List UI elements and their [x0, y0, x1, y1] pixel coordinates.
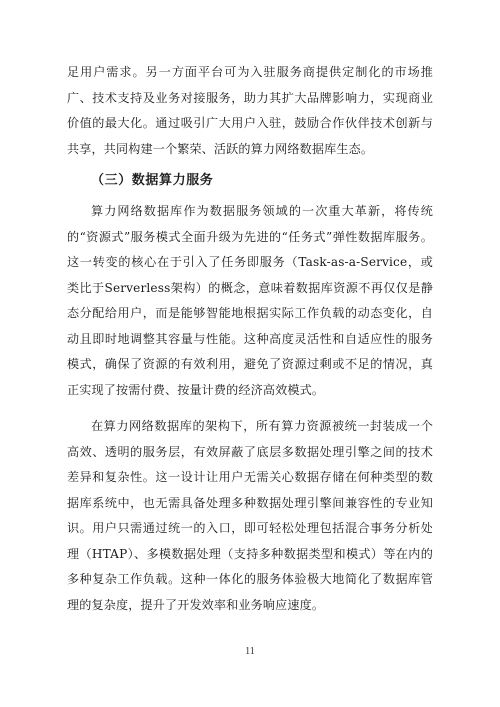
page-body [67, 60, 433, 618]
page-number: 11 [245, 646, 255, 657]
section-heading: （三）数据算力服务 [91, 173, 214, 188]
paragraph-gap [67, 403, 433, 414]
paragraph-continuation: 足用户需求。另一方面平台可为入驻服务商提供定制化的市场推广、技术支持及业务对接服务，助力其扩大品牌影响力，实现商业价值的最大化。通过吸引广大用户入驻，鼓励合作伙伴技术创新与共享，共同构建一个繁荣、活跃的算力网络数据库生态。 [67, 65, 433, 156]
paragraph-task-service: 算力网络数据库作为数据服务领域的一次重大革新，将传统的“资源式”服务模式全面升级为先进的“任务式”弹性数据库服务。这一转变的核心在于引入了任务即服务（Task-as-a-Service，或类比于Serverless架构）的概念，意味着数据库资源不再仅仅是静态分配给用户，而是能够智能地根据实际工作负载的动态变化，自动且即时地调整其容量与性能。这种高度灵活性和自适应性的服务模式，确保了资源的有效利用，避免了资源过剩或不足的情况，真正实现了按需付费、按量计费的经济高效模式。 [67, 204, 433, 397]
paragraph-architecture: 在算力网络数据库的架构下，所有算力资源被统一封装成一个高效、透明的服务层，有效屏蔽了底层多数据处理引擎之间的技术差异和复杂性。这一设计让用户无需关心数据存储在何种类型的数据库系统中，也无需具备处理多种数据处理引擎间兼容性的专业知识。用户只需通过统一的入口，即可轻松处理包括混合事务分析处理（HTAP）、多模数据处理（支持多种数据类型和模式）等在内的多种复杂工作负载。这种一体化的服务体验极大地简化了数据库管理的复杂度，提升了开发效率和业务响应速度。 [67, 419, 433, 612]
